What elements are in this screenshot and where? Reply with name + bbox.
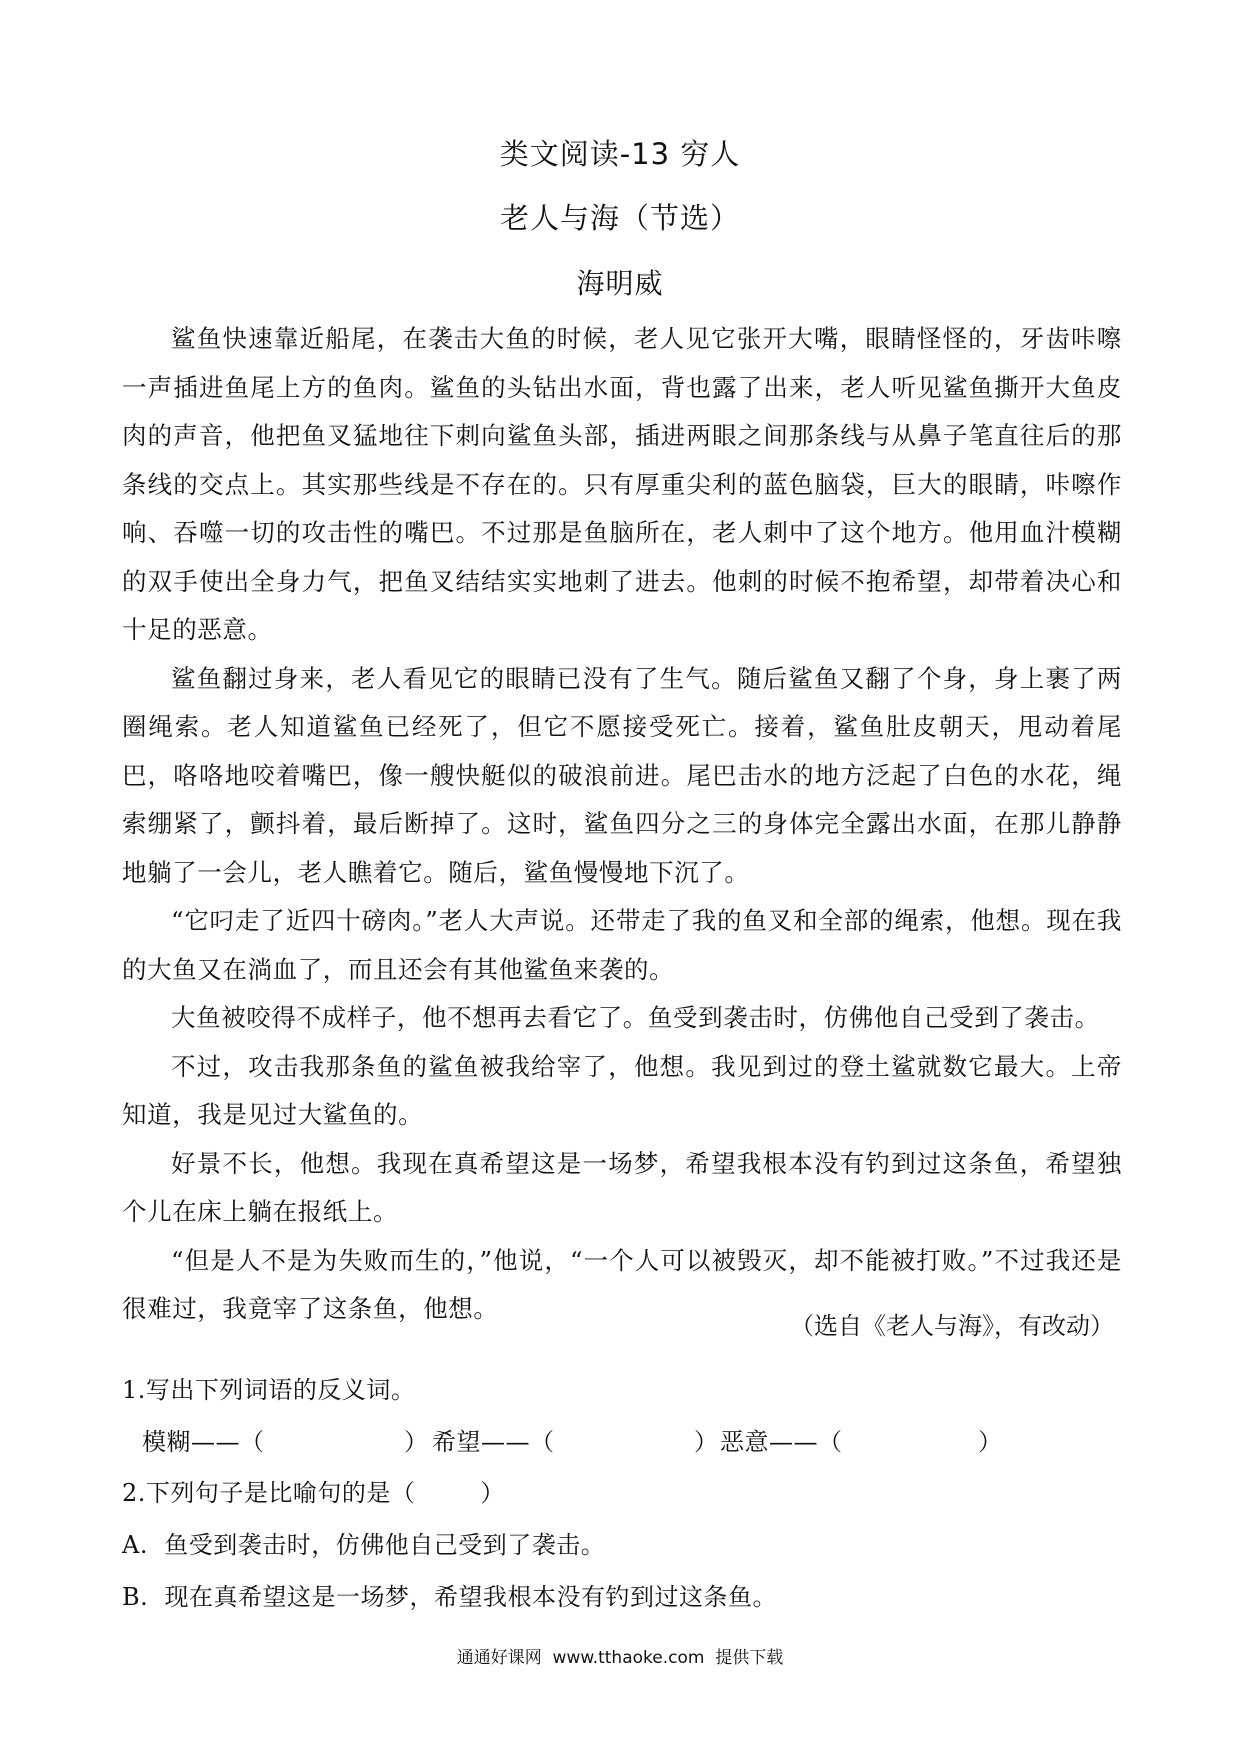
source-citation: （选自《老人与海》，有改动） [790,1312,1114,1340]
option-a: A. 鱼受到袭击时，仿佛他自己受到了袭击。 [122,1531,606,1559]
paragraph-2: 鲨鱼翻过身来，老人看见它的眼睛已没有了生气。随后鲨鱼又翻了个身，身上裹了两圈绳索。老人知道鲨鱼已经死了，但它不愿接受死亡。接着，鲨鱼肚皮朝天，甩动着尾巴，咯咯地咬着嘴巴，像一艘快艇似的破浪前进。尾巴击水的地方泛起了白色的水花，绳索绷紧了，颤抖着，最后断掉了。这时，鲨鱼四分之三的身体完全露出水面，在那儿静静地躺了一会儿，老人瞧着它。随后，鲨鱼慢慢地下沉了。 [122,663,1122,887]
question-1: 1.写出下列词语的反义词。 [122,1376,416,1404]
author-name: 海明威 [576,267,664,300]
antonym-item-3-open: 恶意——（ [720,1428,843,1456]
antonym-item-3-close: ） [978,1428,1003,1456]
paragraph-6: 好景不长，他想。我现在真希望这是一场梦，希望我根本没有钓到过这条鱼，希望独个儿在床上躺在报纸上。 [122,1148,1122,1226]
page-footer: 通通好课网 www.tthaoke.com 提供下载 [456,1648,784,1668]
antonym-item-2-close: ） [694,1428,719,1456]
question-2: 2.下列句子是比喻句的是（ ） [122,1479,505,1507]
antonym-item-2-open: 希望——（ [432,1428,555,1456]
passage-title: 老人与海（节选） [499,201,740,235]
antonym-item-1-close: ） [404,1428,429,1456]
paragraph-7: “但是人不是为失败而生的，”他说，“一个人可以被毁灭，却不能被打败。”不过我还是很难过，我竟宰了这条鱼，他想。 [122,1245,1122,1323]
option-b: B. 现在真希望这是一场梦，希望我根本没有钓到过这条鱼。 [122,1583,778,1611]
antonym-item-1-open: 模糊——（ [142,1428,265,1456]
paragraph-3: “它叼走了近四十磅肉。”老人大声说。还带走了我的鱼叉和全部的绳索，他想。现在我的大鱼又在淌血了，而且还会有其他鲨鱼来袭的。 [122,906,1122,984]
paragraph-4: 大鱼被咬得不成样子，他不想再去看它了。鱼受到袭击时，仿佛他自己受到了袭击。 [171,1003,1100,1032]
paragraph-1: 鲨鱼快速靠近船尾，在袭击大鱼的时候，老人见它张开大嘴，眼睛怪怪的，牙齿咔嚓一声插进鱼尾上方的鱼肉。鲨鱼的头钻出水面，背也露了出来，老人听见鲨鱼撕开大鱼皮肉的声音，他把鱼叉猛地往下刺向鲨鱼头部，插进两眼之间那条线与从鼻子笔直往后的那条线的交点上。其实那些线是不存在的。只有厚重尖利的蓝色脑袋，巨大的眼睛，咔嚓作响、吞噬一切的攻击性的嘴巴。不过那是鱼脑所在，老人刺中了这个地方。他用血汁模糊的双手使出全身力气，把鱼叉结结实实地刺了进去。他刺的时候不抱希望，却带着决心和十足的恶意。 [122,324,1122,644]
document-title: 类文阅读-13 穷人 [499,137,741,171]
passage-body [122,315,1122,1334]
paragraph-5: 不过，攻击我那条鱼的鲨鱼被我给宰了，他想。我见到过的登土鲨就数它最大。上帝知道，我是见过大鲨鱼的。 [122,1051,1122,1129]
